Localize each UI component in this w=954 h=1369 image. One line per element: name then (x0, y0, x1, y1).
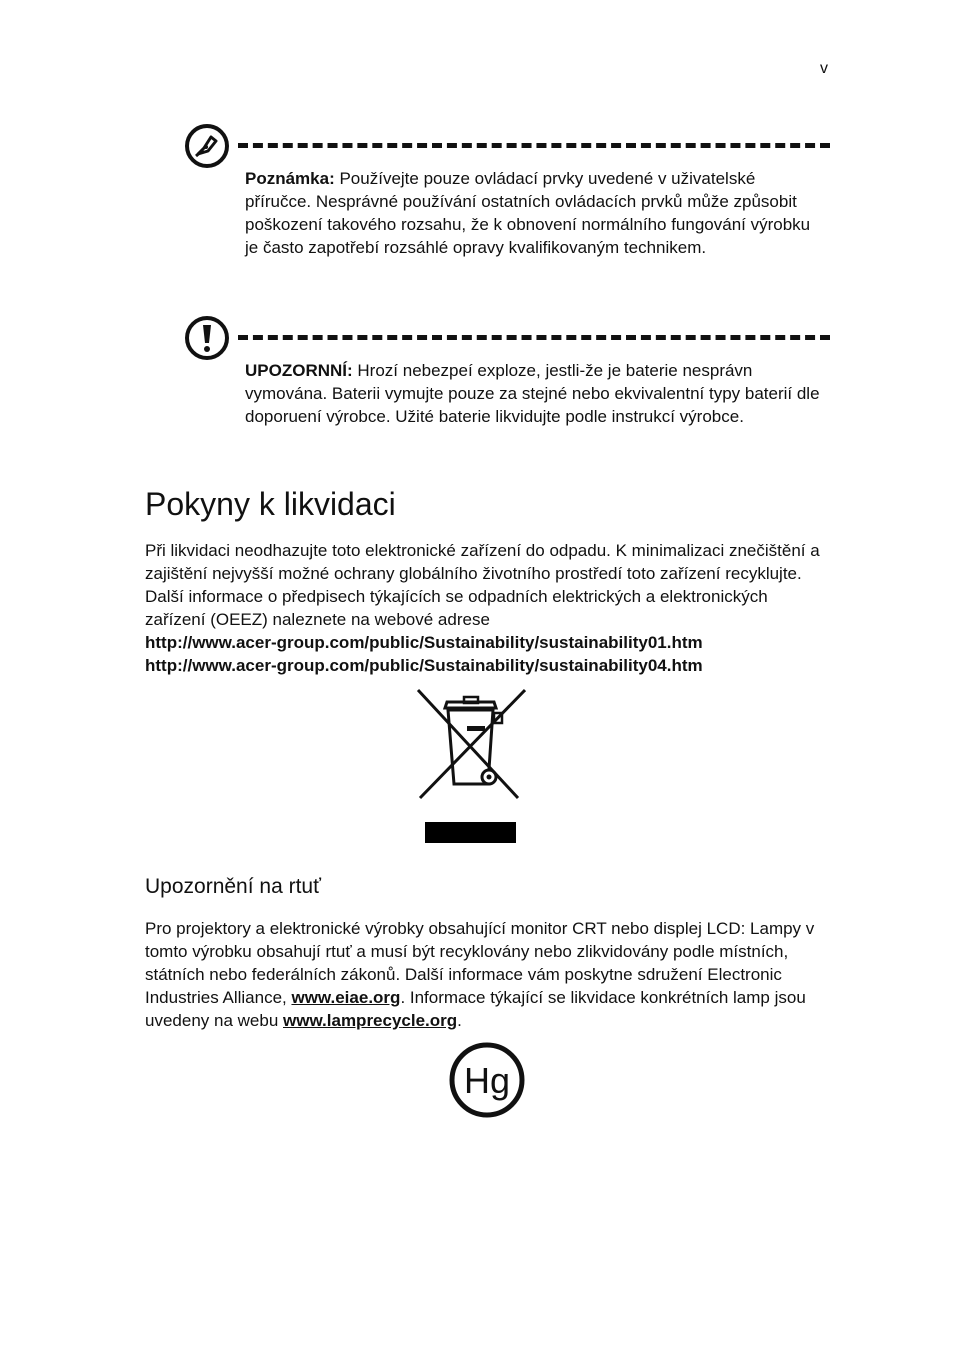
eiae-link[interactable]: www.eiae.org (291, 988, 401, 1007)
page-number: v (820, 60, 828, 77)
crossed-out-wheelie-bin-icon (414, 686, 526, 846)
sustainability-link-2[interactable]: http://www.acer-group.com/public/Sustainability/sustainability04.htm (145, 656, 703, 675)
disposal-text: Při likvidaci neodhazujte toto elektronické zařízení do odpadu. K minimalizaci znečištění a zajištění nejvyšší možné ochrany globálního životního prostředí toto zařízení recyklujte. Další informace o předpisech týkajících se odpadních elektrických a elektronických zařízení (OEEZ) naleznete na webové adrese (145, 541, 820, 629)
mercury-symbol (447, 1040, 527, 1120)
disposal-paragraph (145, 539, 825, 677)
disposal-heading: Pokyny k likvidaci (145, 486, 396, 522)
warning-body: Hrozí nebezpeí exploze, jestli-že je baterie nesprávn vymována. Baterii vymujte pouze za stejné nebo ekvivalentní typy baterií dle doporuení výrobce. Užité baterie likvidujte podle instrukcí výrobce. (245, 361, 820, 426)
lamprecycle-link[interactable]: www.lamprecycle.org (283, 1011, 458, 1030)
note-body: Používejte pouze ovládací prvky uvedené v uživatelské příručce. Nesprávné používání ostatních ovládacích prvků může způsobit poškození takového rozsahu, že k obnovení normálního fungování výrobku je často zapotřebí rozsáhlé opravy kvalifikovaným technikem. (245, 169, 811, 257)
exclamation-warning-icon (184, 315, 230, 361)
warning-divider (238, 335, 830, 340)
note-text (245, 167, 825, 259)
warning-callout (184, 315, 830, 465)
sustainability-link-1[interactable]: http://www.acer-group.com/public/Sustainability/sustainability01.htm (145, 633, 703, 652)
mercury-text-1: Pro projektory a elektronické výrobky obsahující monitor CRT nebo displej LCD: Lampy v tomto výrobku obsahují rtuť a musí být recyklovány nebo zlikvidovány podle místních, státních nebo federálních zákonů. Další informace vám poskytne sdružení Electronic Industries Alliance, (145, 919, 815, 1007)
note-label: Poznámka: (245, 169, 335, 188)
pen-note-icon (184, 123, 230, 169)
mercury-paragraph (145, 917, 825, 1032)
note-divider (238, 143, 830, 148)
hg-mercury-icon (447, 1040, 527, 1120)
hg-symbol-text: Hg (463, 1060, 511, 1101)
note-callout (184, 123, 830, 293)
warning-text (245, 359, 825, 428)
mercury-text-3: . (457, 1011, 462, 1030)
mercury-text-2: . Informace týkající se likvidace konkrétních lamp jsou uvedeny na webu (145, 988, 806, 1030)
warning-label: UPOZORNNÍ: (245, 361, 353, 380)
weee-symbol (414, 686, 526, 846)
mercury-heading: Upozornění na rtuť (145, 875, 321, 898)
